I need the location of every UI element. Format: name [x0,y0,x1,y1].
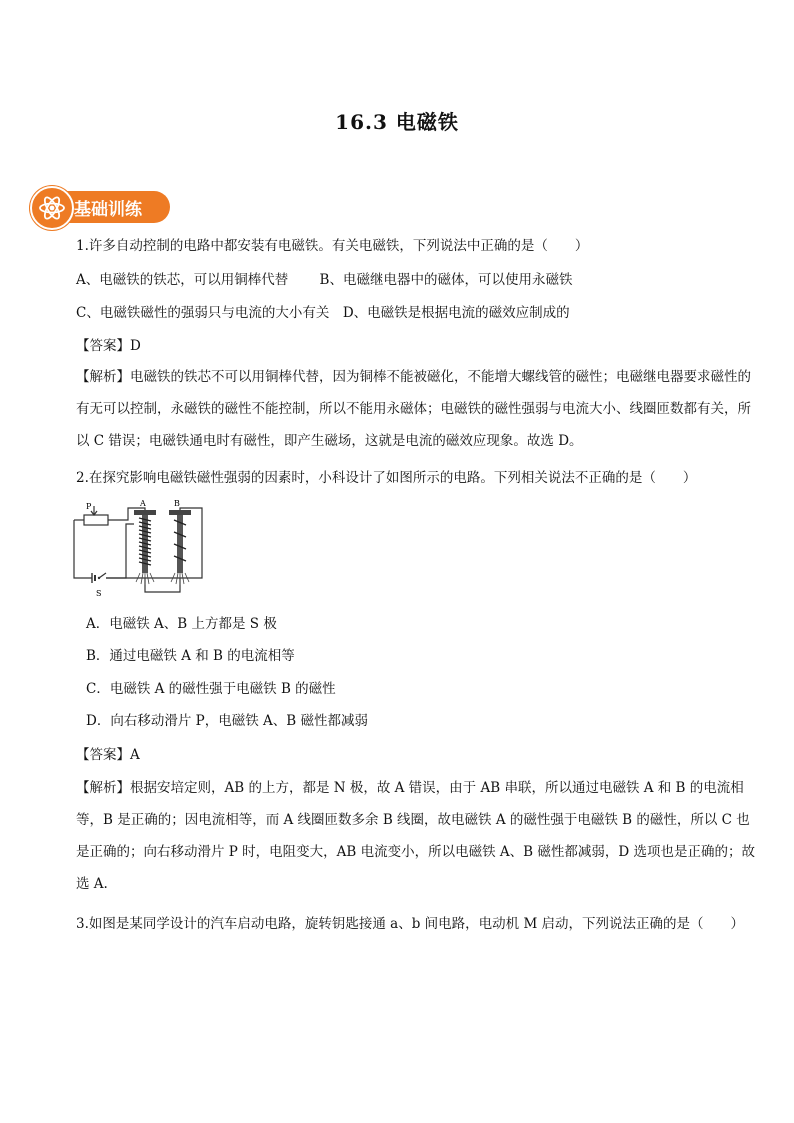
question-1-options-cd: C、电磁铁磁性的强弱只与电流的大小有关 D、电磁铁是根据电流的磁效应制成的 [76,305,570,321]
page-title: 16.3 电磁铁 [335,110,459,134]
section-badge [30,186,170,228]
question-2-option-a: A．电磁铁 A、B 上方都是 S 极 [86,616,277,632]
question-2-stem: 2.在探究影响电磁铁磁性强弱的因素时，小科设计了如图所示的电路。下列相关说法不正确的是（ ） [76,470,697,486]
question-1-answer: 【答案】D [76,338,141,354]
circuit-diagram [70,500,210,600]
question-1-analysis: 【解析】电磁铁的铁芯不可以用铜棒代替，因为铜棒不能被磁化，不能增大螺线管的磁性；电磁继电器要求磁性的有无可以控制，永磁铁的磁性不能控制，所以不能用永磁体；电磁铁的磁性强弱与电流大小、线圈匝数都有关，所以 C 错误；电磁铁通电时有磁性，即产生磁场，这就是电流的磁效应现象。故选 D。 [76,369,751,449]
question-1-stem: 1.许多自动控制的电路中都安装有电磁铁。有关电磁铁，下列说法中正确的是（ ） [76,238,589,254]
question-2-analysis: 【解析】根据安培定则，AB 的上方，都是 N 极，故 A 错误，由于 AB 串联，所以通过电磁铁 A 和 B 的电流相等，B 是正确的；因电流相等，而 A 线圈匝数多余 B 线圈，故电磁铁 A 的磁性强于电磁铁 B 的磁性，所以 C 也是正确的；向右移动滑片 P 时，电阻变大，AB 电流变小，所以电磁铁 A、B 磁性都减弱，D 选项也是正确的；故选 A. [76,780,755,892]
label-s: S [96,589,102,598]
atom-icon [37,193,67,223]
label-b: B [174,500,180,508]
question-2-answer: 【答案】A [76,747,140,763]
badge-circle [30,186,74,230]
question-2-option-c: C．电磁铁 A 的磁性强于电磁铁 B 的磁性 [86,681,336,697]
label-p: P [86,502,92,511]
label-a: A [140,500,146,508]
question-2-option-b: B．通过电磁铁 A 和 B 的电流相等 [86,648,295,664]
section-label: 基础训练 [74,200,142,220]
question-1-options-ab: A、电磁铁的铁芯，可以用铜棒代替 B、电磁继电器中的磁体，可以使用永磁铁 [76,272,573,288]
question-3-stem: 3.如图是某同学设计的汽车启动电路，旋转钥匙接通 a、b 间电路，电动机 M 启动，下列说法正确的是（ ） [76,916,745,932]
question-2-option-d: D．向右移动滑片 P，电磁铁 A、B 磁性都减弱 [86,713,368,729]
